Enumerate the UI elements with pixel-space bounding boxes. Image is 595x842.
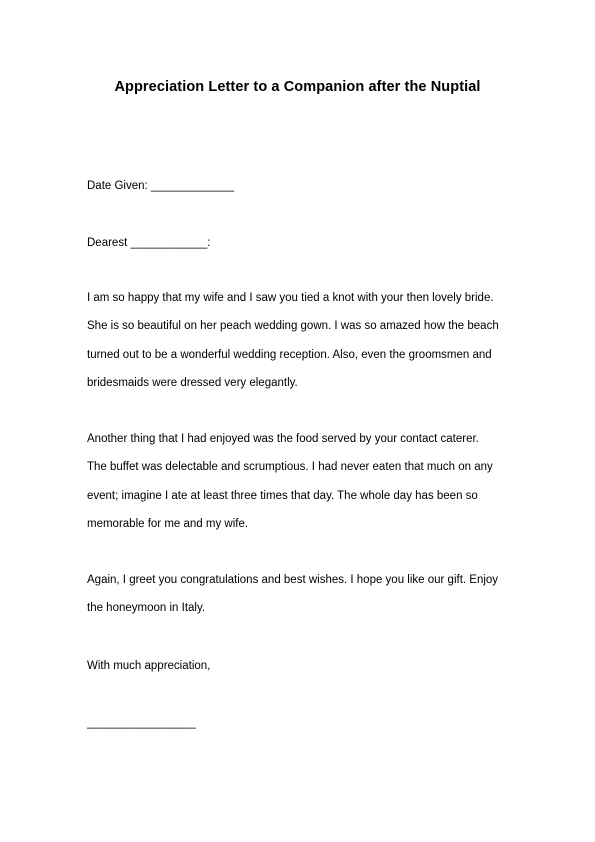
paragraph-line: Another thing that I had enjoyed was the food served by your contact caterer. bbox=[87, 433, 479, 445]
paragraph-line: the honeymoon in Italy. bbox=[87, 602, 206, 615]
letter-title: Appreciation Letter to a Companion after the Nuptial bbox=[114, 79, 481, 95]
paragraph-line: She is so beautiful on her peach wedding gown. I was so amazed how the beach bbox=[87, 320, 499, 333]
paragraph-line: bridesmaids were dressed very elegantly. bbox=[87, 376, 298, 389]
date-line: Date Given: _____________ bbox=[87, 180, 235, 192]
paragraph-3 bbox=[87, 566, 527, 623]
paragraph-line: event; imagine I ate at least three times that day. The whole day has been so bbox=[87, 489, 478, 502]
paragraph-line: memorable for me and my wife. bbox=[87, 517, 249, 530]
paragraph-2 bbox=[87, 425, 527, 538]
closing: With much appreciation, bbox=[87, 660, 211, 672]
salutation: Dearest ____________: bbox=[87, 237, 211, 249]
paragraph-line: turned out to be a wonderful wedding reception. Also, even the groomsmen and bbox=[87, 348, 492, 361]
signature-line: _________________ bbox=[87, 717, 196, 729]
paragraph-line: Again, I greet you congratulations and best wishes. I hope you like our gift. Enjoy bbox=[87, 574, 499, 586]
paragraph-line: The buffet was delectable and scrumptious. I had never eaten that much on any bbox=[87, 461, 493, 474]
paragraph-line: I am so happy that my wife and I saw you tied a knot with your then lovely bride. bbox=[87, 292, 494, 304]
paragraph-1 bbox=[87, 284, 527, 397]
